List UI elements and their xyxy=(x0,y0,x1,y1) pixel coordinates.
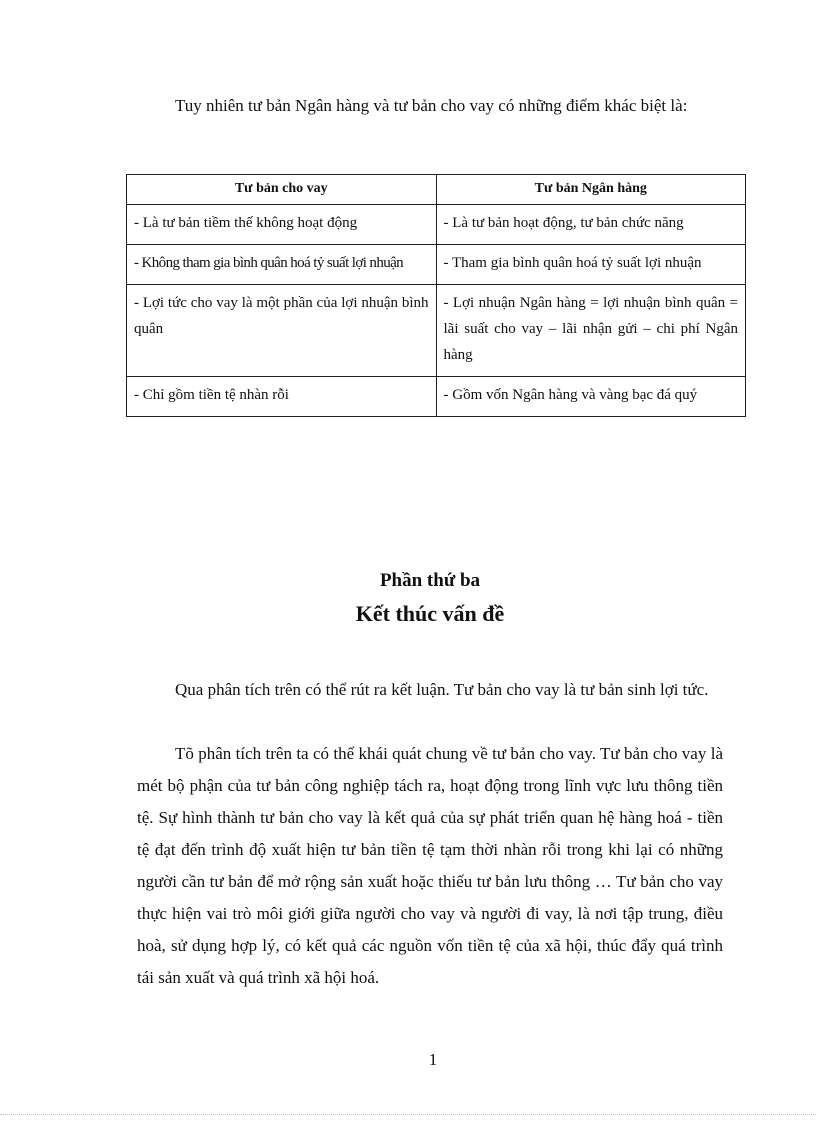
table-row xyxy=(127,245,746,285)
table-cell: - Là tư bản hoạt động, tư bản chức năng xyxy=(436,205,746,245)
section-title: Kết thúc vấn đề xyxy=(355,601,505,626)
table-row xyxy=(127,285,746,377)
table-cell: - Lợi nhuận Ngân hàng = lợi nhuận bình quân = lãi suất cho vay – lãi nhận gửi – chi phí Ngân hàng xyxy=(436,285,746,377)
table-row xyxy=(127,377,746,417)
column-header: Tư bản cho vay xyxy=(127,175,437,205)
comparison-table xyxy=(126,174,746,417)
table-cell: - Là tư bản tiềm thế không hoạt động xyxy=(127,205,437,245)
table-cell: - Chỉ gồm tiền tệ nhàn rỗi xyxy=(127,377,437,417)
body-paragraph: Tõ phân tích trên ta có thể khái quát chung về tư bản cho vay. Tư bản cho vay là mét bộ phận của tư bản công nghiệp tách ra, hoạt động trong lĩnh vực lưu thông tiền tệ. Sự hình thành tư bản cho vay là kết quả của sự phát triển quan hệ hàng hoá - tiền tệ đạt đến trình độ xuất hiện tư bản tiền tệ tạm thời nhàn rỗi trong khi lại có những người cần tư bản để mở rộng sản xuất hoặc thiếu tư bản lưu thông … Tư bản cho vay thực hiện vai trò môi giới giữa người cho vay và người đi vay, là nơi tập trung, điều hoà, sử dụng hợp lý, có kết quả các nguồn vốn tiền tệ của xã hội, thúc đẩy quá trình tái sản xuất và quá trình xã hội hoá. xyxy=(137,744,723,987)
table-header-row xyxy=(127,175,746,205)
table-cell: - Không tham gia bình quân hoá tỷ suất lợi nhuận xyxy=(127,245,437,285)
page-number: 1 xyxy=(428,1050,438,1069)
table-cell: - Lợi tức cho vay là một phần của lợi nhuận bình quân xyxy=(127,285,437,377)
body-paragraph: Qua phân tích trên có thể rút ra kết luận. Tư bản cho vay là tư bản sinh lợi tức. xyxy=(175,680,709,699)
page-divider xyxy=(0,1114,816,1115)
section-label: Phần thứ ba xyxy=(379,570,481,591)
table-cell: - Gồm vốn Ngân hàng và vàng bạc đá quý xyxy=(436,377,746,417)
table-cell: - Tham gia bình quân hoá tỷ suất lợi nhuận xyxy=(436,245,746,285)
table-row xyxy=(127,205,746,245)
column-header: Tư bản Ngân hàng xyxy=(436,175,746,205)
intro-paragraph: Tuy nhiên tư bản Ngân hàng và tư bản cho vay có những điểm khác biệt là: xyxy=(175,96,688,115)
